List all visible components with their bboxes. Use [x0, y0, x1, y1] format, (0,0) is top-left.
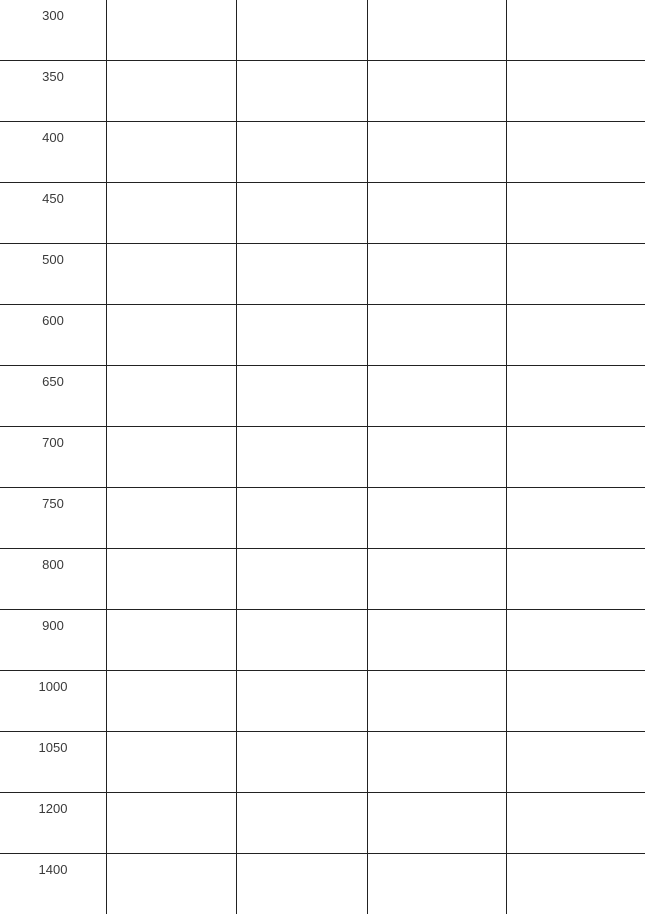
- temperature-value: 1000: [38, 679, 68, 694]
- temperature-cell: [0, 854, 106, 915]
- temperature-value: 300: [42, 8, 64, 23]
- temperature-value: 750: [42, 496, 64, 511]
- temperature-value: 500: [42, 252, 64, 267]
- temperature-cell: [0, 610, 106, 671]
- temperature-value: 650: [42, 374, 64, 389]
- column-divider: [506, 0, 507, 914]
- column-divider: [106, 0, 107, 914]
- column-divider: [367, 0, 368, 914]
- temperature-value: 450: [42, 191, 64, 206]
- temperature-cell: [0, 732, 106, 793]
- temperature-value: 700: [42, 435, 64, 450]
- temperature-value: 350: [42, 69, 64, 84]
- temperature-cell: [0, 244, 106, 305]
- temperature-value: 600: [42, 313, 64, 328]
- temperature-cell: [0, 122, 106, 183]
- temperature-cell: [0, 549, 106, 610]
- temperature-cell: [0, 305, 106, 366]
- temperature-value: 1050: [38, 740, 68, 755]
- temperature-value: 1200: [38, 801, 68, 816]
- temperature-cell: [0, 793, 106, 854]
- temperature-value: 1400: [38, 862, 68, 877]
- temperature-cell: [0, 488, 106, 549]
- temperature-cell: [0, 183, 106, 244]
- temperature-cell: [0, 366, 106, 427]
- column-divider: [236, 0, 237, 914]
- temperature-value: 900: [42, 618, 64, 633]
- temperature-cell: [0, 0, 106, 61]
- temperature-cell: [0, 427, 106, 488]
- temperature-value: 400: [42, 130, 64, 145]
- temperature-value: 800: [42, 557, 64, 572]
- temperature-cell: [0, 61, 106, 122]
- temperature-cell: [0, 671, 106, 732]
